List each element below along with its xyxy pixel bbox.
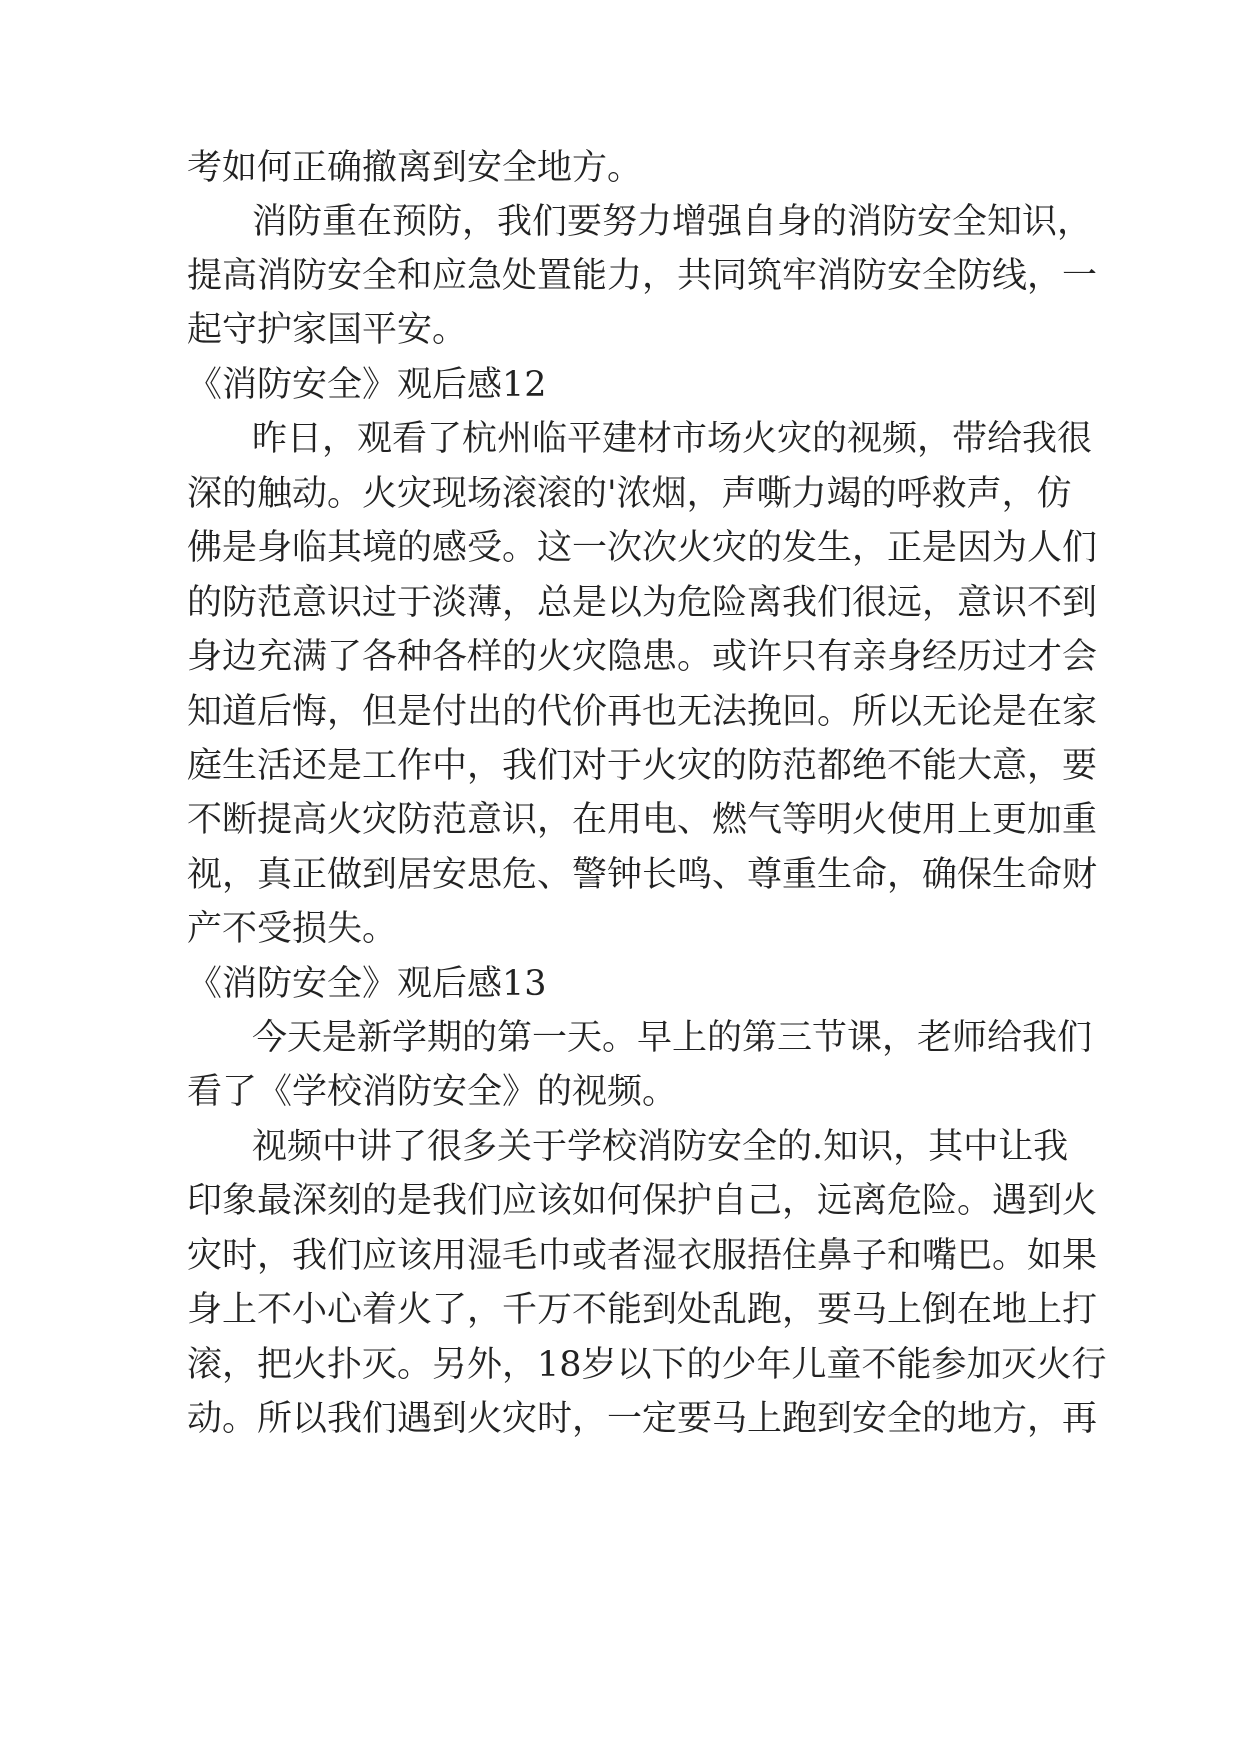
text-line: 动。所以我们遇到火灾时，一定要马上跑到安全的地方，再 (187, 1399, 1098, 1439)
text-line: 起守护家国平安。 (187, 310, 468, 350)
text-line: 灾时，我们应该用湿毛巾或者湿衣服捂住鼻子和嘴巴。如果 (187, 1236, 1098, 1276)
text-line: 昨日，观看了杭州临平建材市场火灾的视频，带给我很 (252, 419, 1093, 459)
text-line: 印象最深刻的是我们应该如何保护自己，远离危险。遇到火 (187, 1181, 1098, 1221)
text-line: 身上不小心着火了，千万不能到处乱跑，要马上倒在地上打 (187, 1290, 1098, 1330)
section-heading: 《消防安全》观后感12 (187, 365, 547, 405)
text-line: 不断提高火灾防范意识，在用电、燃气等明火使用上更加重 (187, 800, 1098, 840)
text-line: 看了《学校消防安全》的视频。 (187, 1072, 678, 1112)
text-line: 佛是身临其境的感受。这一次次火灾的发生，正是因为人们 (187, 528, 1098, 568)
section-heading: 《消防安全》观后感13 (187, 964, 547, 1004)
text-line: 视，真正做到居安思危、警钟长鸣、尊重生命，确保生命财 (187, 855, 1098, 895)
text-line: 考如何正确撤离到安全地方。 (187, 148, 643, 188)
text-line: 消防重在预防，我们要努力增强自身的消防安全知识， (252, 202, 1093, 242)
text-line: 提高消防安全和应急处置能力，共同筑牢消防安全防线，一 (187, 256, 1098, 296)
text-line: 深的触动。火灾现场滚滚的'浓烟，声嘶力竭的呼救声，仿 (187, 474, 1072, 514)
text-line: 产不受损失。 (187, 909, 398, 949)
text-line: 的防范意识过于淡薄，总是以为危险离我们很远，意识不到 (187, 583, 1098, 623)
text-line: 今天是新学期的第一天。早上的第三节课，老师给我们 (252, 1018, 1093, 1058)
text-line: 视频中讲了很多关于学校消防安全的.知识，其中让我 (252, 1127, 1069, 1167)
text-line: 知道后悔，但是付出的代价再也无法挽回。所以无论是在家 (187, 692, 1098, 732)
text-line: 身边充满了各种各样的火灾隐患。或许只有亲身经历过才会 (187, 637, 1098, 677)
text-line: 庭生活还是工作中，我们对于火灾的防范都绝不能大意，要 (187, 746, 1098, 786)
text-line: 滚，把火扑灭。另外，18岁以下的少年儿童不能参加灭火行 (187, 1345, 1107, 1385)
